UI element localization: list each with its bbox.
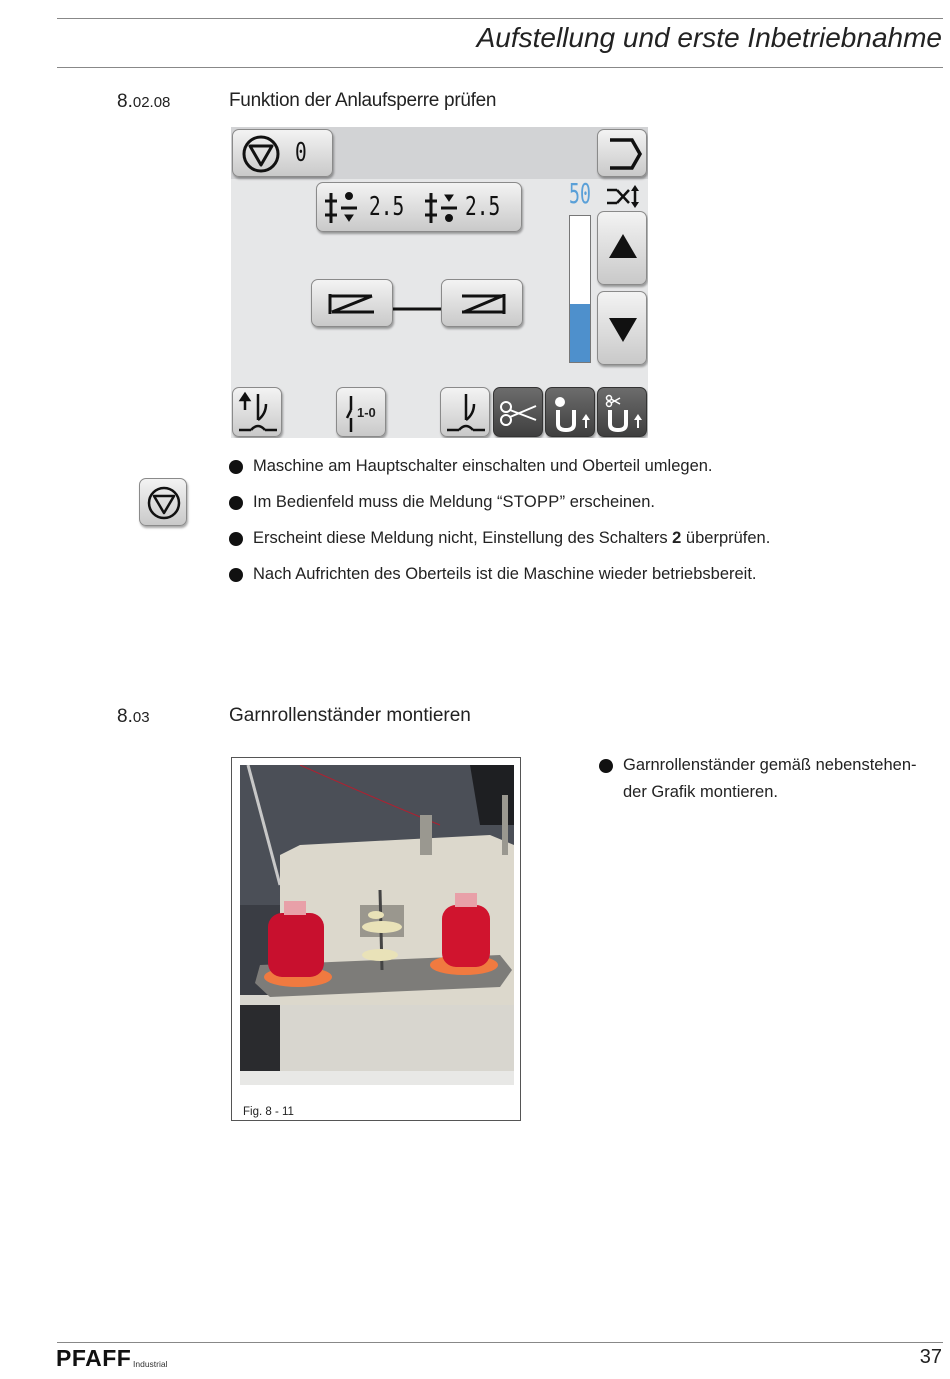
bullet-dot bbox=[599, 759, 613, 773]
brand-subtitle: Industrial bbox=[133, 1359, 168, 1369]
footer-rule bbox=[57, 1342, 943, 1343]
counter-reset-label: 1-0 bbox=[357, 405, 376, 420]
section-number-major: 8. bbox=[117, 91, 133, 112]
counter-reset-button[interactable] bbox=[336, 387, 386, 437]
speed-level-fill bbox=[570, 304, 590, 362]
section-number-minor: 02.08 bbox=[132, 94, 171, 111]
header-rule-bottom bbox=[57, 67, 943, 68]
list-item bbox=[229, 457, 713, 476]
chapter-title: Aufstellung und erste Inbetriebnahme bbox=[476, 22, 942, 53]
list-item bbox=[599, 756, 917, 775]
stitch-length-button[interactable] bbox=[316, 182, 522, 232]
bullet-dot bbox=[229, 496, 243, 510]
list-item-text: Nach Aufrichten des Oberteils ist die Maschine wieder betriebsbereit. bbox=[253, 565, 757, 583]
list-item-text-strong: 2 bbox=[672, 529, 682, 547]
scissors-icon bbox=[494, 388, 544, 438]
section-number bbox=[117, 706, 150, 728]
spool-stand-illustration bbox=[240, 765, 514, 1085]
section-number-major: 8. bbox=[117, 706, 133, 727]
stitch-length-left: 2.5 bbox=[369, 192, 405, 222]
stop-icon bbox=[140, 479, 188, 527]
needle-thread-icon bbox=[441, 388, 491, 438]
list-item-text-pre: Im Bedienfeld muss die Meldung “ bbox=[253, 493, 503, 511]
stop-symbol-button bbox=[139, 478, 187, 526]
stop-counter: 0 bbox=[295, 138, 307, 168]
speed-adjust-icon bbox=[605, 183, 645, 211]
scissors-lift-icon bbox=[598, 388, 648, 438]
list-item-continuation: der Grafik montieren. bbox=[623, 783, 778, 801]
bullet-dot bbox=[229, 568, 243, 582]
list-item-text: Maschine am Hauptschalter einschalten und Oberteil umlegen. bbox=[253, 457, 713, 475]
start-backtack-icon bbox=[312, 280, 394, 328]
list-item-text-strong: STOPP bbox=[502, 493, 560, 511]
presser-foot-icon bbox=[546, 388, 596, 438]
list-item bbox=[229, 493, 655, 512]
control-panel-screenshot bbox=[231, 127, 648, 438]
exit-arrow-icon bbox=[598, 130, 648, 178]
speed-value: 50 bbox=[569, 177, 591, 210]
exit-button[interactable] bbox=[597, 129, 647, 177]
end-backtack-button[interactable] bbox=[441, 279, 523, 327]
stop-status-button[interactable] bbox=[232, 129, 333, 177]
needle-up-button[interactable] bbox=[232, 387, 282, 437]
list-item-text-post: ” erscheinen. bbox=[559, 493, 655, 511]
spool-stand-photo bbox=[240, 765, 514, 1085]
presser-foot-lift-button[interactable] bbox=[545, 387, 595, 437]
page-number: 37 bbox=[919, 1346, 942, 1368]
speed-level-bar bbox=[569, 215, 591, 363]
thread-cutter-button[interactable] bbox=[493, 387, 543, 437]
start-backtack-button[interactable] bbox=[311, 279, 393, 327]
triangle-up-icon bbox=[598, 212, 648, 286]
stop-icon bbox=[233, 130, 334, 178]
speed-up-button[interactable] bbox=[597, 211, 647, 285]
cut-and-lift-button[interactable] bbox=[597, 387, 647, 437]
speed-down-button[interactable] bbox=[597, 291, 647, 365]
brand-logo: PFAFF bbox=[56, 1345, 132, 1371]
section-title: Garnrollenständer montieren bbox=[229, 705, 471, 726]
list-item-text: Garnrollenständer gemäß nebenstehen- bbox=[623, 756, 917, 774]
bullet-dot bbox=[229, 532, 243, 546]
stitch-length-right: 2.5 bbox=[465, 192, 501, 222]
list-item bbox=[229, 529, 770, 548]
section-number bbox=[117, 91, 170, 113]
thread-tension-button[interactable] bbox=[440, 387, 490, 437]
end-backtack-icon bbox=[442, 280, 524, 328]
list-item bbox=[229, 565, 757, 584]
triangle-down-icon bbox=[598, 292, 648, 366]
header-rule-top bbox=[57, 18, 943, 19]
list-item-text-pre: Erscheint diese Meldung nicht, Einstellung des Schalters bbox=[253, 529, 673, 547]
figure-caption: Fig. 8 - 11 bbox=[243, 1106, 294, 1118]
section-title: Funktion der Anlaufsperre prüfen bbox=[229, 90, 497, 111]
needle-position-icon bbox=[233, 388, 283, 438]
section-number-minor: 03 bbox=[132, 709, 150, 726]
bullet-dot bbox=[229, 460, 243, 474]
list-item-text-post: überprüfen. bbox=[681, 529, 771, 547]
